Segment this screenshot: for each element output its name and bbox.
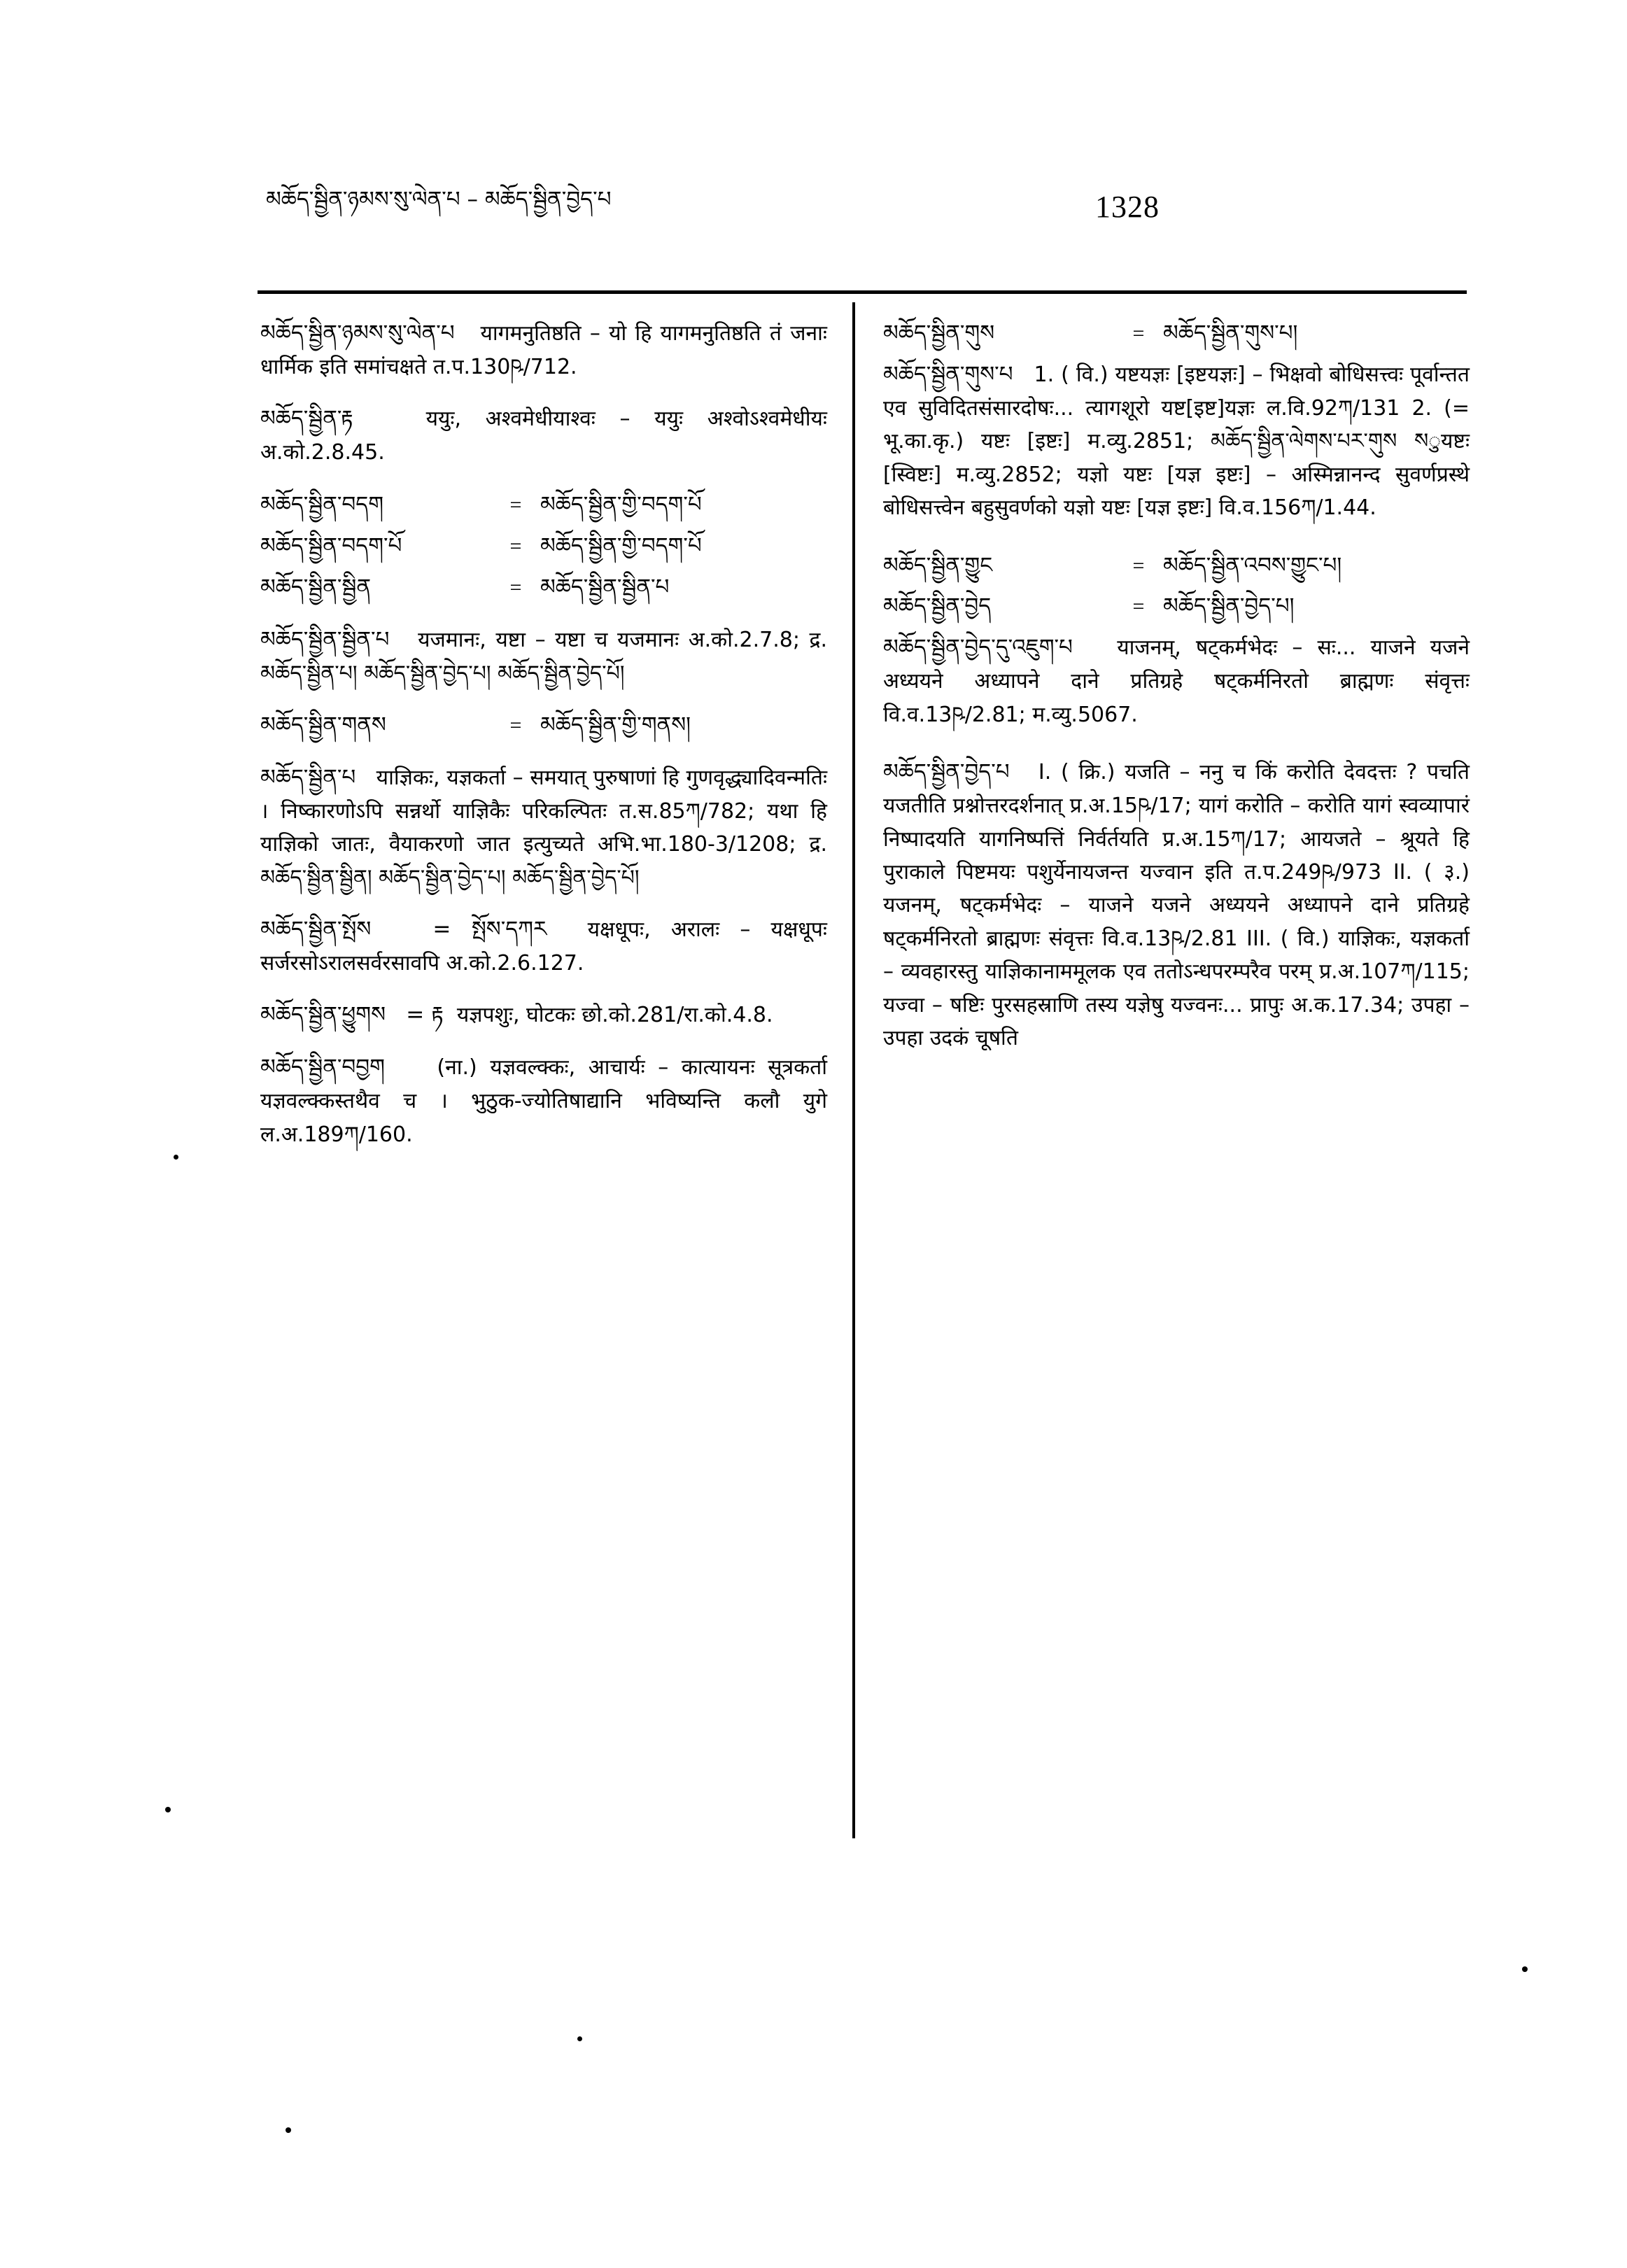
entry-equivalent: མཆོད་སྦྱིན་གྱི་བདག་པོ — [540, 491, 702, 517]
scan-speck — [1522, 1966, 1528, 1972]
entry-headword: མཆོད་སྦྱིན་རྟ — [260, 406, 353, 432]
entry-body: यजमानः, यष्टा – यष्टा च यजमानः अ.को.2.7.8; द्र. མཆོད་སྦྱིན་པ། མཆོད་སྦྱིན་བྱེད་པ། མཆོད་སྦྱིན་བྱེད་པོ། — [260, 627, 827, 686]
equals-sign: = — [1132, 595, 1145, 619]
dictionary-entry — [883, 316, 1470, 351]
entry-headword: མཆོད་སྦྱིན་བདག་པོ — [260, 533, 402, 558]
entry-headword: མཆོད་སྦྱིན་པ — [260, 764, 356, 790]
equals-sign: = — [509, 575, 522, 599]
dictionary-entry — [260, 316, 827, 383]
entry-body: 1. ( वि.) यष्टयज्ञः [इष्टयज्ञः] – भिक्षवो बोधिसत्त्वः पूर्वान्तत एव सुविदितसंसारदोषः... त्यागशूरो यष्ट[इष्ट]यज्ञः ल.वि.92ཀ/131 2. (= भू.का.कृ.) यष्टः [इष्टः] म.व्यु.2851; མཆོད་སྦྱིན་ལེགས་པར་གུས སुयष्टः [स्विष्टः] म.व्यु.2852; यज्ञो यष्टः [यज्ञ इष्टः] – अस्मिन्नानन्द सुवर्णप्रस्थे बोधिसत्त्वेन बहुसुवर्णको यज्ञो यष्टः [यज्ञ इष्टः] वि.व.156ཀ/1.44. — [883, 362, 1470, 521]
right-column — [883, 316, 1470, 1073]
entry-equivalent: མཆོད་སྦྱིན་གུས་པ། — [1163, 321, 1298, 346]
dictionary-entry — [260, 402, 827, 469]
entry-headword: མཆོད་སྦྱིན་གྱུང — [883, 552, 993, 578]
scan-speck — [577, 2036, 582, 2041]
entry-equivalent: མཆོད་སྦྱིན་སྦྱིན་པ — [540, 574, 670, 600]
dictionary-entry — [883, 549, 1470, 583]
entry-equivalent: = སྤོས་དཀར — [432, 917, 547, 943]
entry-headword: མཆོད་སྦྱིན་བྱེད་པ — [883, 759, 1010, 785]
page-header — [266, 188, 1358, 244]
dictionary-entry — [260, 998, 827, 1032]
entry-headword: མཆོད་སྦྱིན་བྱེད་དུ་འཇུག་པ — [883, 635, 1073, 661]
entry-body: यागमनुतिष्ठति – यो हि यागमनुतिष्ठति तं जनाः धार्मिक इति समांचक्षते त.प.130ཥ/712. — [260, 321, 827, 379]
dictionary-entry — [260, 488, 827, 522]
entry-headword: མཆོད་སྦྱིན་བབྱག — [260, 1055, 385, 1080]
left-column — [260, 316, 827, 1169]
dictionary-entry — [260, 913, 827, 980]
dictionary-entry — [883, 358, 1470, 525]
entry-headword: མཆོད་སྦྱིན་གུས་པ — [883, 361, 1013, 387]
entry-body: ययुः, अश्वमेधीयाश्वः – ययुः अश्वोऽश्वमेधीयः अ.को.2.8.45. — [260, 407, 827, 465]
dictionary-entry — [883, 755, 1470, 1055]
entry-body: (ना.) यज्ञवल्क्कः, आचार्यः – कात्यायनः सूत्रकर्ता यज्ञवल्क्कस्तथैव च । भुठुक-ज्योतिषाद्यानि भविष्यन्ति कलौ युगे ल.अ.189ཀ/160. — [260, 1055, 827, 1147]
entry-headword: མཆོད་སྦྱིན་སྦྱིན་པ — [260, 626, 390, 652]
dictionary-entry — [883, 589, 1470, 624]
entry-body: यज्ञपशुः, घोटकः छो.को.281/रा.को.4.8. — [456, 1003, 773, 1028]
equals-sign: = — [1132, 554, 1145, 577]
equals-sign: = — [509, 534, 522, 558]
entry-equivalent: མཆོད་སྦྱིན་གྱི་གནས། — [540, 712, 691, 738]
dictionary-entry — [260, 761, 827, 894]
dictionary-entry — [260, 1050, 827, 1151]
entry-body: यक्षधूपः, अरालः – यक्षधूपः सर्जरसोऽरालसर्वरसावपि अ.को.2.6.127. — [260, 917, 827, 976]
dictionary-entry — [260, 529, 827, 563]
entry-equivalent: མཆོད་སྦྱིན་འབས་གྱུང་པ། — [1163, 552, 1342, 578]
entry-body: I. ( क्रि.) यजति – ननु च किं करोति देवदत्तः ? पचति यजतीति प्रश्नोत्तरदर्शनात् प्र.अ.15ཥ/17; यागं करोति – करोति यागं स्वव्यापारं निष्पादयति यागनिष्पत्तिं निर्वर्तयति प्र.अ.15ཀ/17; आयजते – श्रूयते हि पुराकाले पिष्टमयः पशुर्येनायजन्त यज्वान इति त.प.249ཥ/973 II. ( ३.) यजनम्, षट्कर्मभेदः – याजने यजने अध्ययने अध्यापने दाने प्रतिग्रहे षट्कर्मनिरतो ब्राह्मणः संवृत्तः वि.व.13ཥ/2.81 III. ( वि.) याज्ञिकः, यज्ञकर्ता – व्यवहारस्तु याज्ञिकानाममूलक एव ततोऽन्धपरम्परैव परम् प्र.अ.107ཀ/115; यज्वा – षष्टिः पुरसहस्राणि तस्य यज्ञेषु यज्वनः... प्रापुः अ.क.17.34; उपहा – उपहा उदकं चूषति — [883, 760, 1470, 1050]
equals-sign: = — [509, 493, 522, 516]
entry-headword: མཆོད་སྦྱིན་གུས — [883, 321, 995, 346]
dictionary-entry — [260, 570, 827, 605]
entry-equivalent: མཆོད་སྦྱིན་བྱེད་པ། — [1163, 593, 1295, 619]
dictionary-entry — [260, 708, 827, 742]
entry-equivalent: མཆོད་སྦྱིན་གྱི་བདག་པོ — [540, 533, 702, 558]
entry-headword: མཆོད་སྦྱིན་ཉམས་སུ་ལེན་པ — [260, 321, 455, 346]
entry-headword: མཆོད་སྦྱིན་ཕྱུགས — [260, 1002, 386, 1028]
scan-speck — [165, 1807, 171, 1812]
entry-body: याजनम्, षट्कर्मभेदः – सः... याजने यजने अध्ययने अध्यापने दाने प्रतिग्रहे षट्कर्मनिरतो ब्राह्मणः संवृत्तः वि.व.13ཥ/2.81; म.व्यु.5067. — [883, 635, 1470, 727]
entry-headword: མཆོད་སྦྱིན་སྦྱིན — [260, 574, 372, 600]
entry-headword: མཆོད་སྦྱིན་གནས — [260, 712, 386, 738]
scan-speck — [174, 1155, 178, 1160]
entry-body: याज्ञिकः, यज्ञकर्ता – समयात् पुरुषाणां हि गुणवृद्ध्यादिवन्मतिः । निष्कारणोऽपि सन्नर्थो याज्ञिकैः परिकल्पितः त.स.85ཀ/782; यथा हि याज्ञिको जातः, वैयाकरणो जात इत्युच्यते अभि.भा.180-3/1208; द्र. མཆོད་སྦྱིན་སྦྱིན། མཆོད་སྦྱིན་བྱེད་པ། མཆོད་སྦྱིན་བྱེད་པོ། — [260, 765, 828, 890]
column-divider — [852, 302, 855, 1838]
header-rule — [258, 290, 1467, 294]
entry-headword: མཆོད་སྦྱིན་བདག — [260, 491, 384, 517]
entry-headword: མཆོད་སྦྱིན་སྤོས — [260, 917, 372, 943]
dictionary-entry — [260, 623, 827, 690]
entry-equivalent: = རྟ — [406, 1002, 444, 1028]
scan-speck — [286, 2127, 291, 2133]
equals-sign: = — [1132, 322, 1145, 345]
page-number: 1328 — [1095, 190, 1160, 224]
entry-headword: མཆོད་སྦྱིན་བྱེད — [883, 593, 992, 619]
equals-sign: = — [509, 713, 522, 737]
running-head: མཆོད་སྦྱིན་ཉམས་སུ་ལེན་པ – མཆོད་སྦྱིན་བྱེད་པ — [266, 187, 612, 212]
dictionary-entry — [883, 631, 1470, 731]
